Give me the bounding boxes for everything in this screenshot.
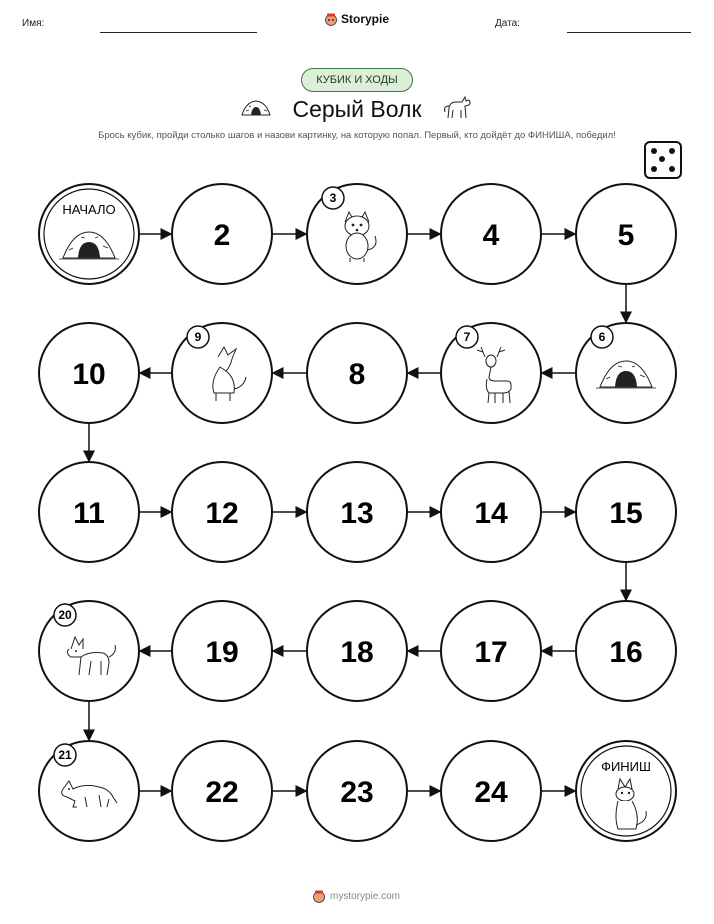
activity-badge: КУБИК И ХОДЫ bbox=[301, 68, 413, 92]
cell-number-badge: 7 bbox=[463, 330, 471, 344]
board-cell-9[interactable] bbox=[172, 323, 272, 423]
cell-number: 14 bbox=[474, 497, 508, 530]
date-label: Дата: bbox=[495, 18, 520, 29]
cell-number: 15 bbox=[609, 497, 643, 530]
board-cell-14[interactable] bbox=[441, 462, 541, 562]
instructions: Брось кубик, пройди столько шагов и назови картинку, на которую попал. Первый, кто дойдёт до ФИНИША, победил! bbox=[98, 130, 616, 141]
cell-number: 11 bbox=[73, 497, 105, 530]
board-cell-19[interactable] bbox=[172, 601, 272, 701]
board-cell-7[interactable] bbox=[441, 323, 541, 423]
board-cell-2[interactable] bbox=[172, 184, 272, 284]
board-cell-25[interactable] bbox=[576, 741, 676, 841]
board-cell-18[interactable] bbox=[307, 601, 407, 701]
board-cell-8[interactable] bbox=[307, 323, 407, 423]
brand-name: Storypie bbox=[341, 12, 390, 26]
board-cell-20[interactable] bbox=[39, 601, 139, 701]
cell-number: 4 bbox=[482, 219, 500, 252]
name-label: Имя: bbox=[22, 18, 45, 29]
start-label: НАЧАЛО bbox=[62, 202, 116, 217]
cell-number: 10 bbox=[72, 358, 106, 391]
cell-number: 8 bbox=[348, 358, 366, 391]
cell-number: 17 bbox=[474, 636, 508, 669]
board-cell-11[interactable] bbox=[39, 462, 139, 562]
cell-number-badge: 9 bbox=[194, 330, 202, 344]
finish-label: ФИНИШ bbox=[601, 759, 651, 774]
footer bbox=[312, 889, 400, 903]
board-cell-13[interactable] bbox=[307, 462, 407, 562]
cell-number: 13 bbox=[340, 497, 374, 530]
board-cell-3[interactable] bbox=[307, 184, 407, 284]
board-cell-10[interactable] bbox=[39, 323, 139, 423]
footer-url[interactable]: mystorypie.com bbox=[330, 890, 401, 902]
cell-number: 24 bbox=[474, 776, 508, 809]
cell-number-badge: 6 bbox=[598, 330, 606, 344]
cell-number: 23 bbox=[340, 776, 374, 809]
cell-number: 19 bbox=[205, 636, 239, 669]
board-cell-15[interactable] bbox=[576, 462, 676, 562]
cell-number: 5 bbox=[617, 219, 635, 252]
page-title: Серый Волк bbox=[292, 96, 422, 122]
board-cell-23[interactable] bbox=[307, 741, 407, 841]
cell-number: 16 bbox=[609, 636, 643, 669]
cell-number: 12 bbox=[205, 497, 239, 530]
board-cell-5[interactable] bbox=[576, 184, 676, 284]
board-cell-16[interactable] bbox=[576, 601, 676, 701]
board-cell-1[interactable] bbox=[39, 184, 139, 284]
board-cell-4[interactable] bbox=[441, 184, 541, 284]
cell-number: 18 bbox=[340, 636, 374, 669]
board-cell-22[interactable] bbox=[172, 741, 272, 841]
cell-number-badge: 20 bbox=[58, 608, 72, 622]
board-cell-17[interactable] bbox=[441, 601, 541, 701]
board-cell-12[interactable] bbox=[172, 462, 272, 562]
storypie-mascot-icon bbox=[312, 889, 326, 903]
board-cell-21[interactable] bbox=[39, 741, 139, 841]
board-cell-6[interactable] bbox=[576, 323, 676, 423]
cell-number: 2 bbox=[213, 219, 231, 252]
cell-number: 22 bbox=[205, 776, 239, 809]
cell-number-badge: 21 bbox=[58, 748, 72, 762]
cell-number-badge: 3 bbox=[329, 191, 337, 205]
board-cell-24[interactable] bbox=[441, 741, 541, 841]
